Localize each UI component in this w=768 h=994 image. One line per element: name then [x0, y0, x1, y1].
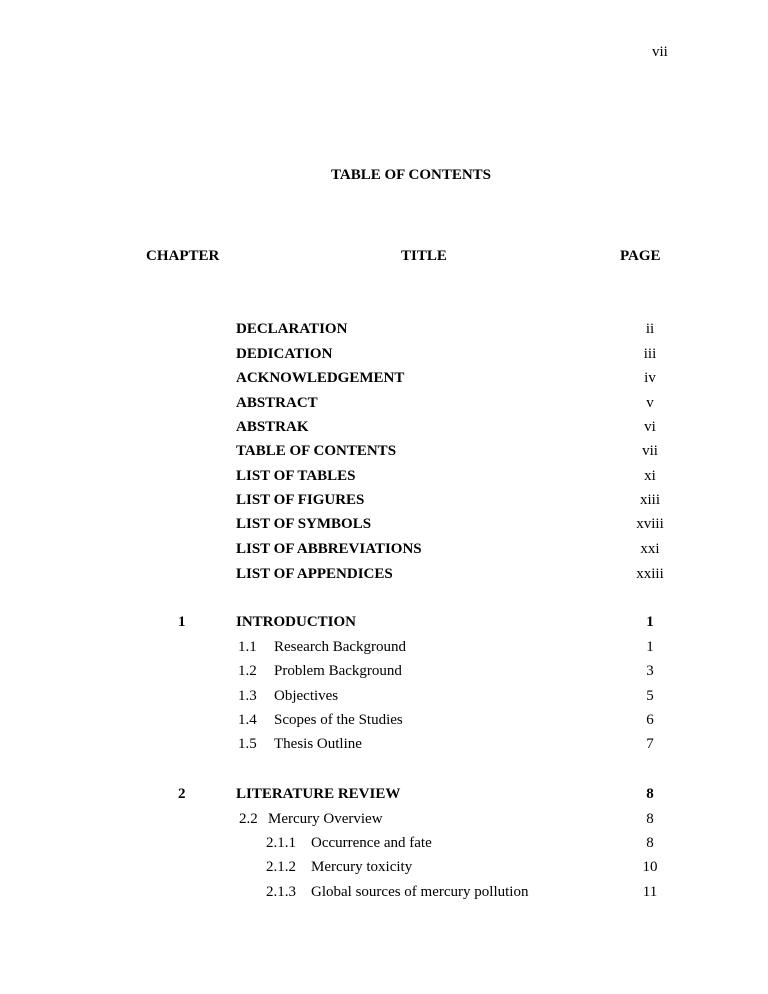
page-title: TABLE OF CONTENTS: [330, 167, 492, 183]
toc-entry-page: iii: [643, 346, 657, 362]
subsection-page: 11: [642, 884, 658, 900]
subsection-number: 2.1.1: [266, 835, 296, 851]
section-title: Thesis Outline: [274, 736, 362, 752]
toc-entry-page: ii: [645, 321, 655, 337]
page-number: vii: [652, 44, 668, 60]
section-number: 1.1: [238, 639, 257, 655]
toc-entry-title: TABLE OF CONTENTS: [236, 443, 397, 459]
section-page: 1: [646, 639, 654, 655]
toc-entry-page: iv: [644, 370, 656, 386]
section-number: 1.5: [238, 736, 257, 752]
section-number: 2.2: [239, 811, 258, 827]
section-title: Scopes of the Studies: [274, 712, 403, 728]
subsection-page: 8: [646, 835, 654, 851]
toc-entry-title: LIST OF TABLES: [236, 468, 356, 484]
column-header-page: PAGE: [620, 248, 661, 264]
toc-entry-page: vi: [644, 419, 656, 435]
section-page: 6: [646, 712, 654, 728]
column-header-title: TITLE: [401, 248, 447, 264]
toc-entry-title: DEDICATION: [236, 346, 333, 362]
toc-entry-page: xviii: [636, 516, 664, 532]
section-title: Problem Background: [274, 663, 402, 679]
section-title: Mercury Overview: [268, 811, 383, 827]
toc-entry-title: LIST OF ABBREVIATIONS: [236, 541, 422, 557]
toc-entry-title: LIST OF APPENDICES: [236, 566, 393, 582]
toc-entry-title: DECLARATION: [236, 321, 348, 337]
subsection-title: Mercury toxicity: [311, 859, 413, 875]
subsection-title: Occurrence and fate: [311, 835, 432, 851]
toc-entry-page: v: [646, 395, 654, 411]
subsection-number: 2.1.3: [266, 884, 296, 900]
subsection-title: Global sources of mercury pollution: [311, 884, 529, 900]
toc-entry-title: ABSTRACT: [236, 395, 318, 411]
chapter-title: INTRODUCTION: [236, 614, 357, 630]
section-page: 8: [646, 811, 654, 827]
chapter-number: 2: [178, 786, 186, 802]
section-title: Objectives: [274, 688, 339, 704]
subsection-page: 10: [642, 859, 658, 875]
chapter-page: 8: [646, 786, 654, 802]
toc-entry-title: LIST OF SYMBOLS: [236, 516, 372, 532]
toc-entry-page: xi: [644, 468, 656, 484]
toc-entry-page: xiii: [639, 492, 660, 508]
section-number: 1.4: [238, 712, 257, 728]
chapter-page: 1: [646, 614, 654, 630]
toc-entry-page: xxiii: [636, 566, 664, 582]
section-title: Research Background: [274, 639, 407, 655]
toc-entry-title: LIST OF FIGURES: [236, 492, 365, 508]
section-page: 5: [646, 688, 654, 704]
toc-entry-page: xxi: [640, 541, 660, 557]
column-header-chapter: CHAPTER: [146, 248, 220, 264]
section-page: 7: [646, 736, 654, 752]
section-number: 1.3: [238, 688, 257, 704]
section-page: 3: [646, 663, 654, 679]
section-number: 1.2: [238, 663, 257, 679]
chapter-number: 1: [178, 614, 186, 630]
toc-entry-page: vii: [642, 443, 658, 459]
chapter-title: LITERATURE REVIEW: [236, 786, 401, 802]
subsection-number: 2.1.2: [266, 859, 296, 875]
toc-entry-title: ABSTRAK: [236, 419, 309, 435]
toc-entry-title: ACKNOWLEDGEMENT: [236, 370, 405, 386]
